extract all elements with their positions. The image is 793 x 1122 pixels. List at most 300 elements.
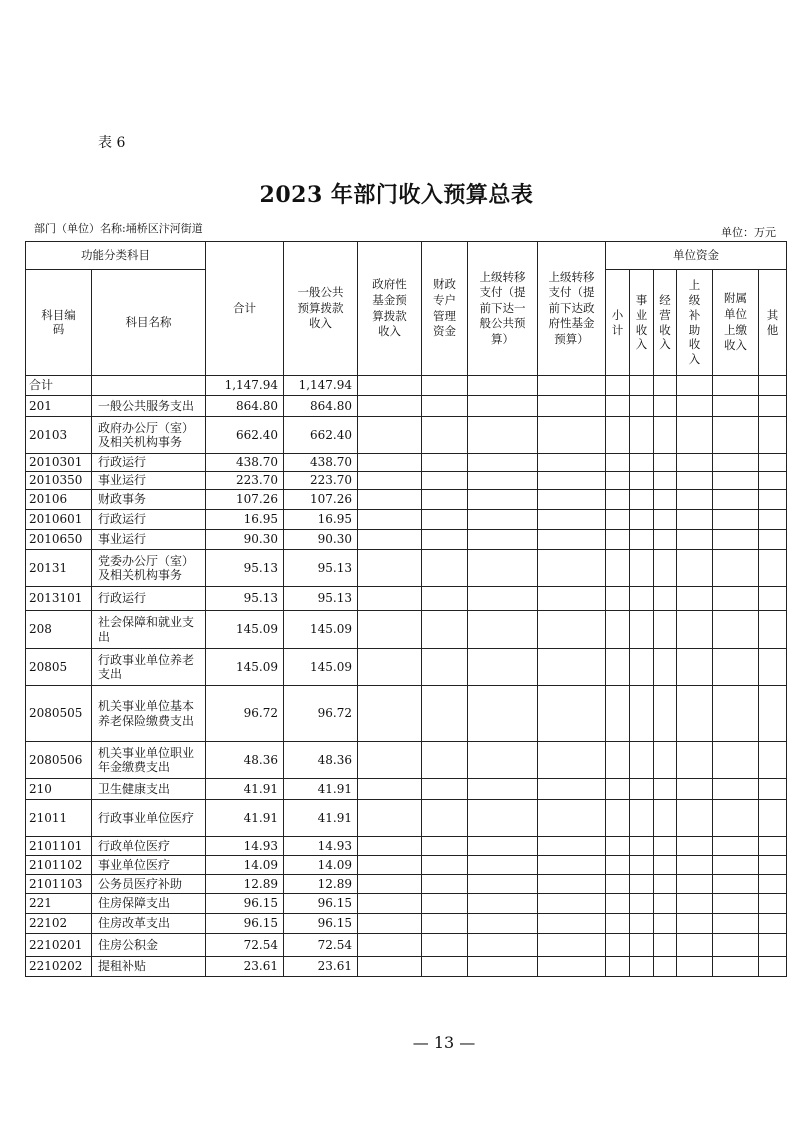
empty-cell (654, 417, 677, 454)
total-cell: 223.70 (206, 472, 284, 490)
page-number: — 13 — (412, 1033, 476, 1052)
subject-name-cell: 公务员医疗补助 (92, 875, 206, 894)
empty-cell (468, 800, 538, 837)
header-gov-fund: 政府性基金预算拨款收入 (358, 242, 422, 376)
empty-cell (630, 837, 654, 856)
empty-cell (606, 686, 630, 742)
subject-name-cell: 住房公积金 (92, 934, 206, 957)
empty-cell (630, 396, 654, 417)
empty-cell (606, 779, 630, 800)
table-row (26, 875, 787, 894)
empty-cell (538, 587, 606, 611)
empty-cell (677, 454, 713, 472)
empty-cell (677, 510, 713, 530)
empty-cell (422, 510, 468, 530)
total-cell: 662.40 (206, 417, 284, 454)
empty-cell (654, 875, 677, 894)
empty-cell (630, 914, 654, 934)
empty-cell (538, 914, 606, 934)
empty-cell (713, 957, 759, 977)
empty-cell (358, 417, 422, 454)
table-row (26, 800, 787, 837)
subject-name-cell: 政府办公厅（室）及相关机构事务 (92, 417, 206, 454)
empty-cell (713, 587, 759, 611)
empty-cell (468, 837, 538, 856)
empty-cell (358, 649, 422, 686)
empty-cell (358, 587, 422, 611)
empty-cell (538, 550, 606, 587)
general-budget-cell: 96.15 (284, 914, 358, 934)
empty-cell (468, 875, 538, 894)
subject-code-cell: 20131 (26, 550, 92, 587)
empty-cell (468, 779, 538, 800)
empty-cell (422, 587, 468, 611)
empty-cell (630, 490, 654, 510)
subject-code-cell: 2101102 (26, 856, 92, 875)
empty-cell (654, 837, 677, 856)
empty-cell (538, 837, 606, 856)
empty-cell (759, 649, 787, 686)
empty-cell (654, 510, 677, 530)
empty-cell (422, 454, 468, 472)
empty-cell (606, 934, 630, 957)
general-budget-cell: 48.36 (284, 742, 358, 779)
empty-cell (713, 779, 759, 800)
empty-cell (606, 454, 630, 472)
empty-cell (677, 875, 713, 894)
subject-name-cell: 行政运行 (92, 454, 206, 472)
empty-cell (358, 396, 422, 417)
subject-code-cell: 2080506 (26, 742, 92, 779)
empty-cell (606, 875, 630, 894)
empty-cell (677, 779, 713, 800)
general-budget-cell: 23.61 (284, 957, 358, 977)
subject-name-cell: 事业运行 (92, 472, 206, 490)
empty-cell (677, 856, 713, 875)
empty-cell (358, 914, 422, 934)
empty-cell (606, 550, 630, 587)
empty-cell (538, 649, 606, 686)
empty-cell (468, 914, 538, 934)
empty-cell (606, 490, 630, 510)
empty-cell (538, 472, 606, 490)
empty-cell (759, 587, 787, 611)
subject-code-cell: 2210202 (26, 957, 92, 977)
table-row (26, 587, 787, 611)
header-fiscal-special: 财政专户管理资金 (422, 242, 468, 376)
table-row (26, 686, 787, 742)
empty-cell (713, 510, 759, 530)
table-row (26, 490, 787, 510)
empty-cell (713, 550, 759, 587)
department-name: 部门（单位）名称:埇桥区汴河街道 (34, 222, 203, 235)
general-budget-cell: 41.91 (284, 800, 358, 837)
empty-cell (422, 611, 468, 649)
empty-cell (422, 550, 468, 587)
table-row (26, 957, 787, 977)
empty-cell (538, 686, 606, 742)
empty-cell (358, 800, 422, 837)
header-other: 其他 (759, 270, 787, 376)
subject-code-cell: 2101103 (26, 875, 92, 894)
empty-cell (468, 510, 538, 530)
subject-code-cell: 2210201 (26, 934, 92, 957)
empty-cell (759, 490, 787, 510)
empty-cell (422, 914, 468, 934)
table-row (26, 454, 787, 472)
empty-cell (759, 875, 787, 894)
subject-code-cell: 20106 (26, 490, 92, 510)
empty-cell (713, 530, 759, 550)
subject-name-cell: 机关事业单位基本养老保险缴费支出 (92, 686, 206, 742)
empty-cell (654, 914, 677, 934)
general-budget-cell: 16.95 (284, 510, 358, 530)
empty-cell (422, 742, 468, 779)
empty-cell (713, 837, 759, 856)
total-cell: 41.91 (206, 779, 284, 800)
empty-cell (422, 376, 468, 396)
empty-cell (713, 396, 759, 417)
table-row (26, 396, 787, 417)
page-title: 2023 年部门收入预算总表 (259, 182, 534, 208)
total-cell: 96.15 (206, 914, 284, 934)
empty-cell (759, 686, 787, 742)
empty-cell (630, 686, 654, 742)
empty-cell (677, 894, 713, 914)
empty-cell (713, 611, 759, 649)
total-cell: 107.26 (206, 490, 284, 510)
empty-cell (468, 934, 538, 957)
empty-cell (358, 686, 422, 742)
empty-cell (630, 550, 654, 587)
general-budget-cell: 662.40 (284, 417, 358, 454)
empty-cell (422, 490, 468, 510)
table-row (26, 934, 787, 957)
header-operating-income: 经营收入 (654, 270, 677, 376)
empty-cell (677, 376, 713, 396)
currency-unit: 单位：万元 (721, 226, 776, 239)
empty-cell (358, 742, 422, 779)
total-cell: 95.13 (206, 550, 284, 587)
empty-cell (468, 686, 538, 742)
empty-cell (468, 550, 538, 587)
empty-cell (468, 957, 538, 977)
empty-cell (677, 530, 713, 550)
empty-cell (538, 396, 606, 417)
header-unit-funds: 单位资金 (606, 242, 787, 270)
general-budget-cell: 145.09 (284, 611, 358, 649)
empty-cell (654, 587, 677, 611)
empty-cell (677, 649, 713, 686)
empty-cell (358, 894, 422, 914)
general-budget-cell: 145.09 (284, 649, 358, 686)
empty-cell (538, 875, 606, 894)
empty-cell (630, 856, 654, 875)
empty-cell (677, 417, 713, 454)
empty-cell (468, 856, 538, 875)
empty-cell (677, 472, 713, 490)
empty-cell (759, 837, 787, 856)
empty-cell (422, 837, 468, 856)
empty-cell (630, 875, 654, 894)
empty-cell (538, 611, 606, 649)
empty-cell (538, 454, 606, 472)
total-cell: 96.72 (206, 686, 284, 742)
empty-cell (759, 530, 787, 550)
header-transfer-fund: 上级转移支付（提前下达政府性基金预算） (538, 242, 606, 376)
empty-cell (358, 472, 422, 490)
empty-cell (677, 396, 713, 417)
empty-cell (713, 472, 759, 490)
header-functional-category: 功能分类科目 (26, 242, 206, 270)
empty-cell (538, 800, 606, 837)
subject-code-cell: 208 (26, 611, 92, 649)
general-budget-cell: 95.13 (284, 550, 358, 587)
empty-cell (606, 649, 630, 686)
empty-cell (606, 837, 630, 856)
empty-cell (654, 856, 677, 875)
empty-cell (654, 454, 677, 472)
subject-name-cell: 行政单位医疗 (92, 837, 206, 856)
general-budget-cell: 1,147.94 (284, 376, 358, 396)
subject-code-cell: 2010301 (26, 454, 92, 472)
empty-cell (538, 779, 606, 800)
empty-cell (677, 611, 713, 649)
general-budget-cell: 12.89 (284, 875, 358, 894)
table-row (26, 779, 787, 800)
empty-cell (606, 530, 630, 550)
empty-cell (713, 454, 759, 472)
empty-cell (630, 800, 654, 837)
revenue-budget-table (25, 241, 787, 977)
empty-cell (654, 649, 677, 686)
table-row (26, 914, 787, 934)
general-budget-cell: 95.13 (284, 587, 358, 611)
empty-cell (358, 837, 422, 856)
empty-cell (759, 779, 787, 800)
empty-cell (422, 530, 468, 550)
general-budget-cell: 14.09 (284, 856, 358, 875)
total-cell: 16.95 (206, 510, 284, 530)
empty-cell (713, 894, 759, 914)
empty-cell (422, 800, 468, 837)
empty-cell (538, 856, 606, 875)
empty-cell (713, 686, 759, 742)
subject-name-cell: 事业单位医疗 (92, 856, 206, 875)
table-row (26, 742, 787, 779)
empty-cell (468, 649, 538, 686)
general-budget-cell: 14.93 (284, 837, 358, 856)
total-cell: 90.30 (206, 530, 284, 550)
empty-cell (677, 957, 713, 977)
empty-cell (468, 894, 538, 914)
empty-cell (713, 376, 759, 396)
empty-cell (538, 490, 606, 510)
empty-cell (654, 376, 677, 396)
empty-cell (654, 957, 677, 977)
empty-cell (759, 611, 787, 649)
empty-cell (713, 875, 759, 894)
table-row (26, 472, 787, 490)
empty-cell (606, 957, 630, 977)
table-row (26, 510, 787, 530)
subject-name-cell: 机关事业单位职业年金缴费支出 (92, 742, 206, 779)
subject-code-cell: 210 (26, 779, 92, 800)
subject-code-cell: 221 (26, 894, 92, 914)
empty-cell (759, 510, 787, 530)
empty-cell (606, 510, 630, 530)
empty-cell (468, 490, 538, 510)
total-cell: 438.70 (206, 454, 284, 472)
empty-cell (468, 376, 538, 396)
empty-cell (606, 914, 630, 934)
total-cell: 14.93 (206, 837, 284, 856)
subject-name-cell: 社会保障和就业支出 (92, 611, 206, 649)
empty-cell (422, 894, 468, 914)
subject-name-cell: 行政事业单位养老支出 (92, 649, 206, 686)
empty-cell (630, 530, 654, 550)
empty-cell (759, 957, 787, 977)
subject-name-cell (92, 376, 206, 396)
empty-cell (422, 875, 468, 894)
subject-name-cell: 行政事业单位医疗 (92, 800, 206, 837)
total-cell: 12.89 (206, 875, 284, 894)
general-budget-cell: 438.70 (284, 454, 358, 472)
total-cell: 145.09 (206, 649, 284, 686)
empty-cell (677, 742, 713, 779)
empty-cell (630, 611, 654, 649)
empty-cell (422, 856, 468, 875)
empty-cell (759, 894, 787, 914)
empty-cell (538, 934, 606, 957)
empty-cell (630, 376, 654, 396)
table-row (26, 376, 787, 396)
empty-cell (677, 800, 713, 837)
empty-cell (759, 800, 787, 837)
empty-cell (358, 510, 422, 530)
table-label: 表 6 (98, 135, 126, 151)
empty-cell (538, 530, 606, 550)
empty-cell (654, 779, 677, 800)
table-row (26, 649, 787, 686)
empty-cell (538, 376, 606, 396)
empty-cell (630, 510, 654, 530)
general-budget-cell: 223.70 (284, 472, 358, 490)
subject-name-cell: 一般公共服务支出 (92, 396, 206, 417)
table-row (26, 894, 787, 914)
empty-cell (713, 649, 759, 686)
empty-cell (759, 856, 787, 875)
total-cell: 14.09 (206, 856, 284, 875)
subject-code-cell: 20805 (26, 649, 92, 686)
empty-cell (538, 510, 606, 530)
empty-cell (468, 611, 538, 649)
empty-cell (606, 417, 630, 454)
empty-cell (422, 957, 468, 977)
table-row (26, 837, 787, 856)
empty-cell (468, 742, 538, 779)
empty-cell (468, 396, 538, 417)
general-budget-cell: 864.80 (284, 396, 358, 417)
subject-code-cell: 2080505 (26, 686, 92, 742)
empty-cell (630, 779, 654, 800)
table-row (26, 856, 787, 875)
empty-cell (358, 856, 422, 875)
subject-name-cell: 党委办公厅（室）及相关机构事务 (92, 550, 206, 587)
subject-name-cell: 提租补贴 (92, 957, 206, 977)
empty-cell (358, 934, 422, 957)
empty-cell (606, 800, 630, 837)
subject-code-cell: 2010650 (26, 530, 92, 550)
total-cell: 23.61 (206, 957, 284, 977)
empty-cell (759, 396, 787, 417)
empty-cell (422, 686, 468, 742)
subject-code-cell: 2010601 (26, 510, 92, 530)
empty-cell (654, 550, 677, 587)
empty-cell (759, 376, 787, 396)
subject-code-cell: 201 (26, 396, 92, 417)
subject-name-cell: 住房改革支出 (92, 914, 206, 934)
empty-cell (713, 490, 759, 510)
total-cell: 48.36 (206, 742, 284, 779)
empty-cell (630, 934, 654, 957)
general-budget-cell: 96.72 (284, 686, 358, 742)
subject-code-cell: 21011 (26, 800, 92, 837)
empty-cell (468, 454, 538, 472)
empty-cell (606, 856, 630, 875)
total-cell: 864.80 (206, 396, 284, 417)
total-cell: 41.91 (206, 800, 284, 837)
table-row (26, 550, 787, 587)
subject-name-cell: 财政事务 (92, 490, 206, 510)
empty-cell (422, 934, 468, 957)
table-row (26, 417, 787, 454)
empty-cell (422, 472, 468, 490)
header-total: 合计 (206, 242, 284, 376)
subject-name-cell: 行政运行 (92, 510, 206, 530)
empty-cell (654, 686, 677, 742)
empty-cell (606, 587, 630, 611)
empty-cell (654, 396, 677, 417)
empty-cell (468, 587, 538, 611)
empty-cell (630, 472, 654, 490)
empty-cell (422, 779, 468, 800)
empty-cell (606, 742, 630, 779)
general-budget-cell: 107.26 (284, 490, 358, 510)
header-subject-name: 科目名称 (92, 270, 206, 376)
empty-cell (422, 417, 468, 454)
empty-cell (538, 417, 606, 454)
empty-cell (654, 894, 677, 914)
subject-name-cell: 卫生健康支出 (92, 779, 206, 800)
empty-cell (630, 417, 654, 454)
empty-cell (538, 957, 606, 977)
empty-cell (358, 530, 422, 550)
empty-cell (654, 472, 677, 490)
empty-cell (759, 454, 787, 472)
subject-code-cell: 2010350 (26, 472, 92, 490)
empty-cell (713, 800, 759, 837)
empty-cell (358, 875, 422, 894)
empty-cell (677, 490, 713, 510)
header-transfer-general: 上级转移支付（提前下达一般公共预算） (468, 242, 538, 376)
total-cell: 96.15 (206, 894, 284, 914)
empty-cell (759, 742, 787, 779)
empty-cell (422, 649, 468, 686)
table-row (26, 530, 787, 550)
general-budget-cell: 41.91 (284, 779, 358, 800)
empty-cell (677, 587, 713, 611)
